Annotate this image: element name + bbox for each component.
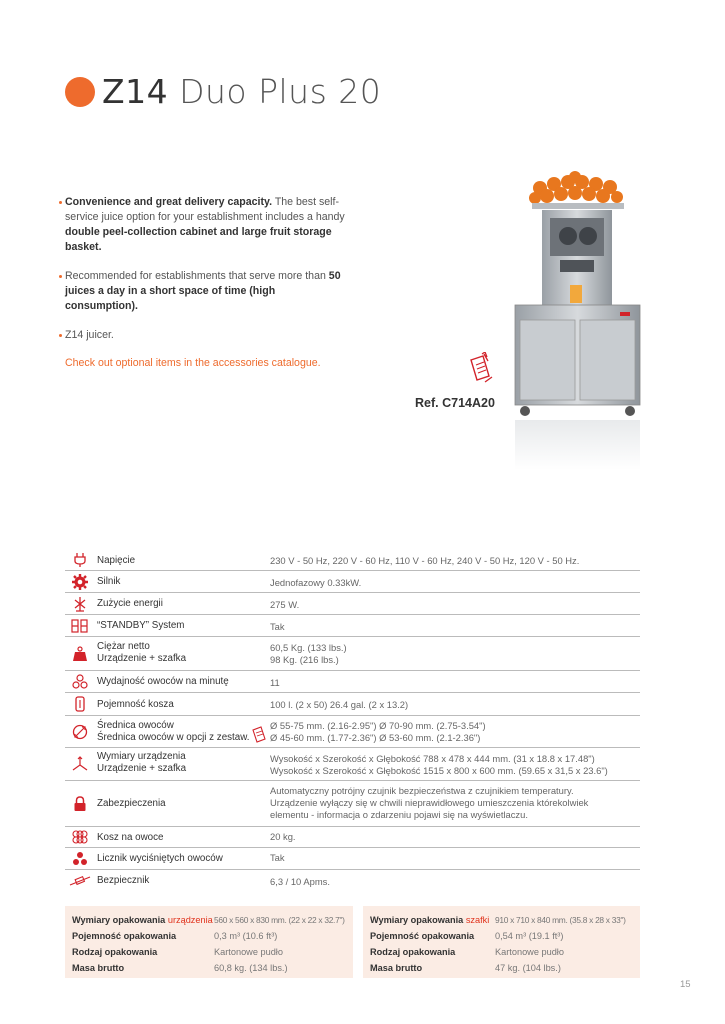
spec-label: Wydajność owoców na minutę	[97, 676, 229, 687]
spec-value: Automatyczny potrójny czujnik bezpieczeństwa z czujnikiem temperatury. Urządzenie wyłączy się w chwili nieprawidłowego umieszczenia którekolwiek elementu - informacja o zdarzeniu pojawi się na wyświetlaczu.	[270, 785, 589, 820]
feature-list	[59, 195, 349, 357]
spec-label: Napięcie	[97, 555, 136, 566]
pack-row: Rodzaj opakowania Kartonowe pudło	[370, 947, 564, 957]
orange-dot-icon	[65, 77, 95, 107]
juicer-machine-image	[510, 170, 645, 470]
spec-value: Tak	[270, 621, 285, 632]
pack-row: Masa brutto 47 kg. (104 lbs.)	[370, 963, 561, 973]
packaging-cabinet-box	[363, 906, 640, 978]
accessories-link[interactable]: Check out optional items in the accessories catalogue.	[65, 357, 321, 369]
energy-icon	[65, 593, 95, 614]
spec-value: 20 kg.	[270, 831, 296, 842]
spec-value: 230 V - 50 Hz, 220 V - 60 Hz, 110 V - 60 Hz, 240 V - 50 Hz, 120 V - 50 Hz.	[270, 555, 580, 566]
product-name: Duo Plus 20	[179, 72, 382, 111]
weight-icon	[65, 637, 95, 670]
dimensions-icon	[65, 748, 95, 780]
spec-row	[65, 716, 640, 748]
plug-icon	[65, 549, 95, 570]
spec-row	[65, 827, 640, 848]
bullet-bold: 50 juices a day in a short space of time (high consumption).	[65, 270, 341, 312]
lock-icon	[65, 781, 95, 826]
spec-value: 60,5 Kg. (133 lbs.) 98 Kg. (216 lbs.)	[270, 642, 347, 665]
spec-value: Jednofazowy 0.33kW.	[270, 577, 362, 588]
bullet-bold: double peel-collection cabinet and large fruit storage basket.	[65, 226, 332, 253]
pack-row: Masa brutto 60,8 kg. (134 lbs.)	[72, 963, 288, 973]
bullet-text: Z14 juicer.	[65, 329, 114, 341]
document-pointer-icon	[468, 352, 496, 386]
bullet-bold: Convenience and great delivery capacity.	[65, 196, 273, 208]
spec-row	[65, 693, 640, 716]
spec-row	[65, 848, 640, 870]
specifications-table	[65, 549, 640, 892]
spec-label: Pojemność kosza	[97, 699, 174, 710]
spec-label: Ciężar netto Urządzenie + szafka	[97, 641, 187, 664]
gear-icon	[65, 571, 95, 592]
title-row	[65, 72, 381, 111]
spec-label: Kosz na owoce	[97, 832, 164, 843]
model-name: Z14	[102, 72, 169, 111]
spec-label: Licznik wyciśniętych owoców	[97, 853, 223, 864]
spec-label: Wymiary urządzenia Urządzenie + szafka	[97, 751, 187, 774]
spec-row	[65, 781, 640, 827]
bin-icon	[65, 693, 95, 715]
spec-label: Silnik	[97, 576, 121, 587]
bullet-text: The best self-service juice option for your establishment includes a handy	[65, 196, 345, 223]
spec-label: Zabezpieczenia	[97, 798, 166, 809]
spec-value: Ø 55-75 mm. (2.16-2.95") Ø 70-90 mm. (2.75-3.54") Ø 45-60 mm. (1.77-2.36") Ø 53-60 mm. (2.1-2.36")	[270, 720, 486, 743]
spec-row	[65, 549, 640, 571]
spec-label: Zużycie energii	[97, 598, 163, 609]
fruits-icon	[65, 671, 95, 692]
spec-value: Wysokość x Szerokość x Głębokość 788 x 478 x 444 mm. (31 x 18.8 x 17.48") Wysokość x Szerokość x Głębokość 1515 x 800 x 600 mm. (59.65 x 31,5 x 23.6")	[270, 753, 608, 776]
pack-row: Pojemność opakowania 0,3 m³ (10.6 ft³)	[72, 931, 278, 941]
pack-row: Pojemność opakowania 0,54 m³ (19.1 ft³)	[370, 931, 564, 941]
spec-row	[65, 571, 640, 593]
basket-icon	[65, 827, 95, 847]
fuse-icon	[65, 870, 95, 892]
counter-icon	[65, 848, 95, 869]
pack-row: Wymiary opakowania urządzenia 560 x 560 x 830 mm. (22 x 22 x 32.7")	[72, 915, 345, 925]
reference-code: Ref. C714A20	[415, 396, 495, 410]
spec-value: 100 l. (2 x 50) 26.4 gal. (2 x 13.2)	[270, 699, 409, 710]
spec-row	[65, 748, 640, 781]
diameter-icon	[65, 716, 95, 747]
spec-value: 275 W.	[270, 599, 300, 610]
spec-row	[65, 671, 640, 693]
spec-row	[65, 870, 640, 892]
pack-row: Rodzaj opakowania Kartonowe pudło	[72, 947, 283, 957]
page-number: 15	[680, 979, 691, 990]
pack-row: Wymiary opakowania szafki 910 x 710 x 840 mm. (35.8 x 28 x 33")	[370, 915, 626, 925]
spec-row	[65, 593, 640, 615]
spec-label: Bezpiecznik	[97, 875, 150, 886]
spec-value: 11	[270, 677, 280, 688]
spec-row	[65, 615, 640, 637]
page-title	[102, 72, 381, 111]
spec-value: 6,3 / 10 Apms.	[270, 876, 330, 887]
bullet-text: Recommended for establishments that serve more than	[65, 270, 329, 282]
feature-bullet	[59, 328, 349, 343]
packaging-machine-box	[65, 906, 353, 978]
spec-row	[65, 637, 640, 671]
accessory-doc-icon	[251, 725, 267, 743]
feature-bullet	[59, 269, 349, 314]
spec-value: Tak	[270, 852, 285, 863]
feature-bullet	[59, 195, 349, 255]
standby-icon	[65, 615, 95, 636]
spec-label: Średnica owoców Średnica owoców w opcji z zestaw.	[97, 720, 250, 743]
spec-label: “STANDBY” System	[97, 620, 185, 631]
